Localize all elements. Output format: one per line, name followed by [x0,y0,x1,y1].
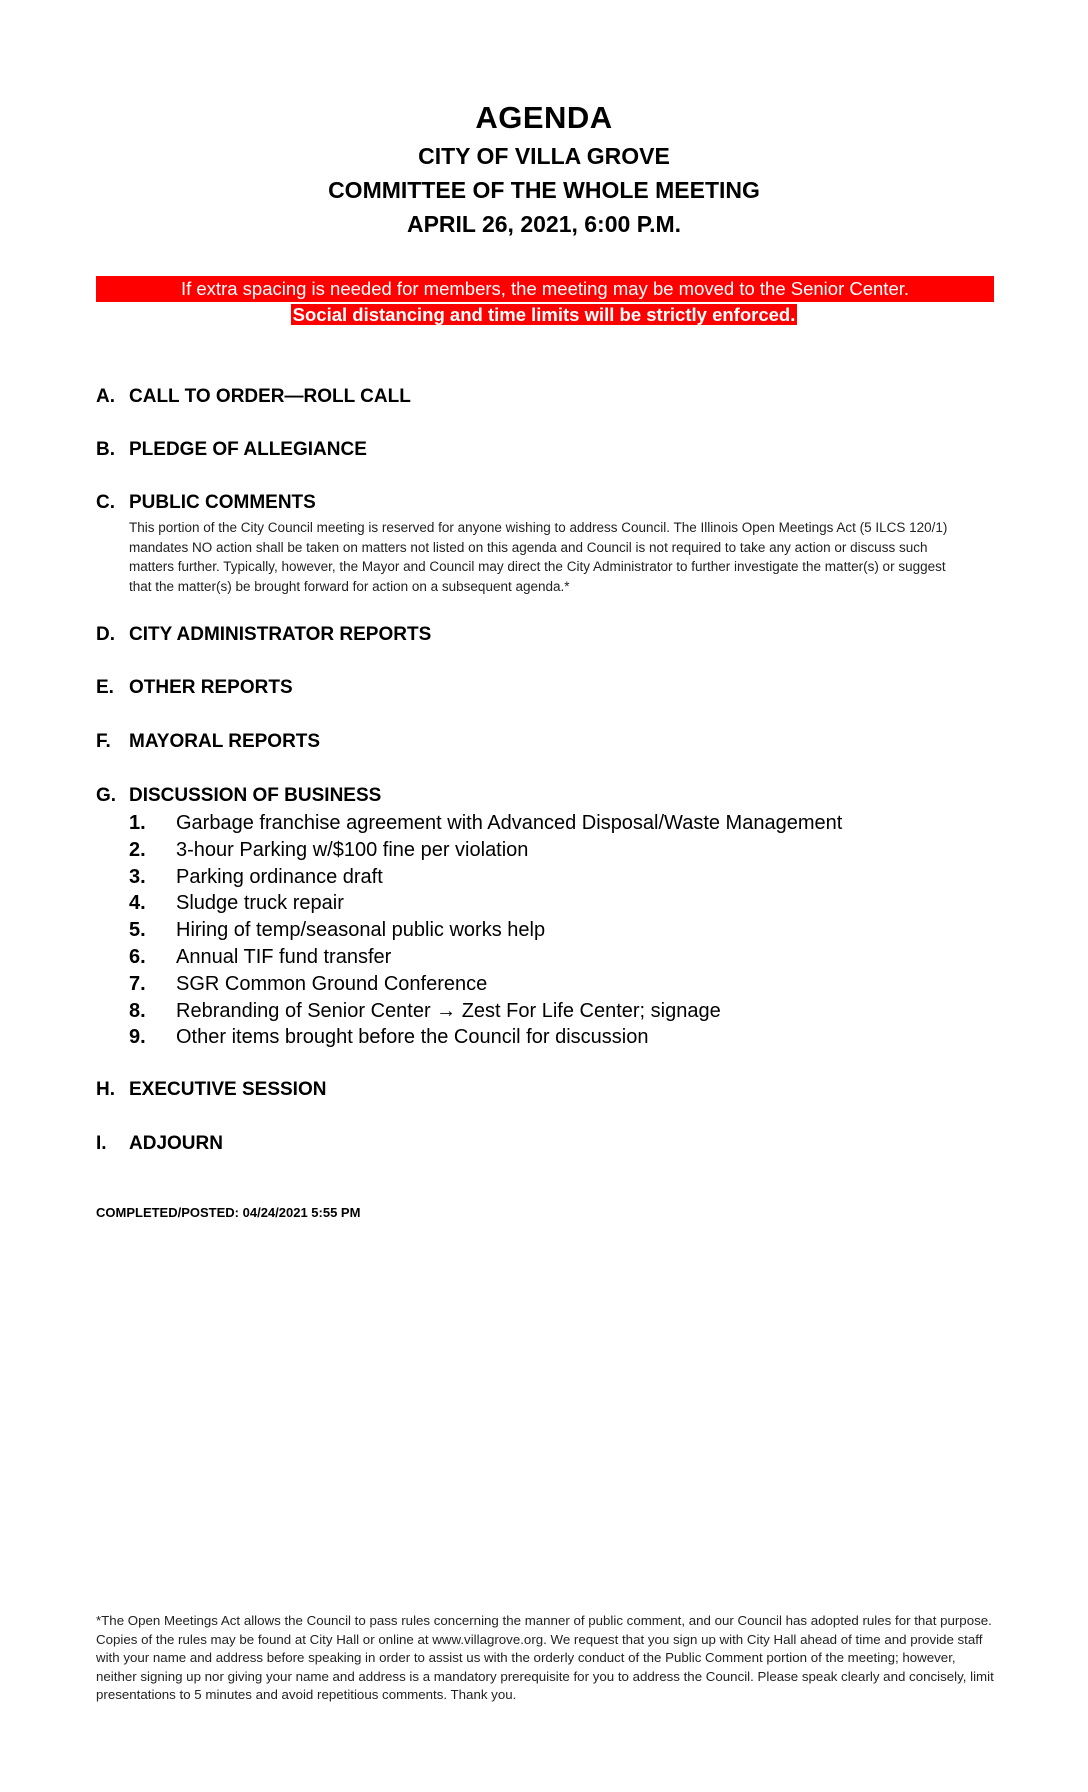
section-call-to-order [96,386,411,408]
section-city-administrator-reports [96,624,431,646]
footnote: *The Open Meetings Act allows the Council to pass rules concerning the manner of public comment, and our Council has adopted rules for that purpose. Copies of the rules may be found at City Hall or online at www.villagrove.org. We request that you sign up with City Hall ahead of time and provide staff with your name and address before speaking in order to assist us with the orderly conduct of the Public Comment portion of the meeting; however, neither signing up nor giving your name and address is a mandatory prerequisite for you to address the Council. Please speak clearly and concisely, limit presentations to 5 minutes and avoid repetitious comments. Thank you. [96,1613,994,1702]
meeting-name: COMMITTEE OF THE WHOLE MEETING [328,177,760,203]
notice-banner-enforcement: Social distancing and time limits will be strictly enforced. [292,304,796,325]
section-adjourn [96,1133,223,1155]
item-number: 2. [129,838,146,861]
section-title: OTHER REPORTS [129,677,293,698]
section-pledge [96,439,367,461]
list-item [129,944,842,971]
item-number: 1. [129,812,146,834]
agenda-title: AGENDA [475,100,613,135]
section-executive-session [96,1079,326,1101]
section-mayoral-reports [96,731,320,753]
item-text: Sludge truck repair [176,892,344,915]
notice-banner-spacing: If extra spacing is needed for members, the meeting may be moved to the Senior Center. [96,276,994,302]
section-title: DISCUSSION OF BUSINESS [129,785,382,806]
section-title: PUBLIC COMMENTS [129,492,316,513]
item-number: 5. [129,919,146,942]
item-text: Rebranding of Senior Center → Zest For Life Center; signage [176,999,721,1022]
list-item [129,1024,842,1051]
item-number: 8. [129,999,146,1022]
list-item [129,864,842,891]
city-name: CITY OF VILLA GROVE [418,143,670,169]
section-public-comments [96,492,316,514]
section-title: CITY ADMINISTRATOR REPORTS [129,624,432,645]
item-text: Parking ordinance draft [176,865,383,888]
item-number: 9. [129,1026,146,1049]
item-text: Hiring of temp/seasonal public works help [176,919,546,942]
item-number: 3. [129,865,146,888]
list-item [129,971,842,998]
list-item [129,917,842,944]
list-item [129,837,842,864]
section-letter: B. [96,439,115,460]
section-title: CALL TO ORDER—ROLL CALL [129,386,411,407]
list-item [129,998,842,1025]
item-text: Annual TIF fund transfer [176,945,392,968]
section-letter: E. [96,677,114,698]
section-title: EXECUTIVE SESSION [129,1079,327,1100]
item-text: Garbage franchise agreement with Advanced Disposal/Waste Management [176,812,843,834]
section-letter: G. [96,785,117,806]
item-number: 4. [129,892,146,915]
business-items-list [129,810,842,1051]
meeting-datetime: APRIL 26, 2021, 6:00 P.M. [406,211,682,237]
list-item [129,890,842,917]
section-discussion-of-business [96,785,381,807]
item-text: Other items brought before the Council for discussion [176,1026,649,1049]
item-text: SGR Common Ground Conference [176,972,488,995]
section-title: ADJOURN [129,1133,223,1154]
section-title: PLEDGE OF ALLEGIANCE [129,439,367,460]
section-other-reports [96,677,293,699]
section-letter: D. [96,624,115,645]
item-text: 3-hour Parking w/$100 fine per violation [176,838,529,861]
section-letter: I. [96,1133,107,1154]
section-letter: H. [96,1079,115,1100]
section-letter: F. [96,731,111,752]
item-number: 7. [129,972,146,995]
public-comments-description: This portion of the City Council meeting is reserved for anyone wishing to address Council. The Illinois Open Meetings Act (5 ILCS 120/1) mandates NO action shall be taken on matters not listed on this agenda and Council is not required to take any action or discuss such matters further. Typically, however, the Mayor and Council may direct the City Administrator to further investigate the matter(s) or suggest that the matter(s) be brought forward for action on a subsequent agenda.* [129,520,948,594]
section-letter: C. [96,492,115,513]
notice-banner-enforcement-row [0,302,1088,330]
list-item [129,810,842,837]
section-letter: A. [96,386,115,407]
section-title: MAYORAL REPORTS [129,731,321,752]
posted-timestamp: COMPLETED/POSTED: 04/24/2021 5:55 PM [96,1205,361,1220]
item-number: 6. [129,945,146,968]
